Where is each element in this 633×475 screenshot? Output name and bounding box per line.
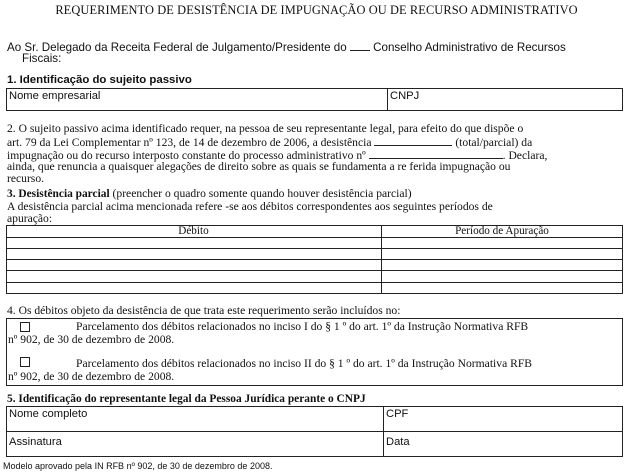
cnpj-field[interactable] [387,89,623,110]
council-blank-field[interactable] [350,41,370,51]
addressee-text-a: Ao Sr. Delegado da Receita Federal de Julgamento/Presidente do [7,41,347,54]
section-4-heading: 4. Os débitos objeto da desistência de que trata este requerimento serão incluídos no: [7,304,401,317]
option-1-line-2: nº 902, de 30 de dezembro de 2008. [8,333,175,346]
section-5-heading: 5. Identificação do representante legal da Pessoa Jurídica perante o CNPJ [7,393,366,405]
section-3-line-2: apuração: [7,212,53,225]
signature-field[interactable] [6,435,383,456]
full-name-label: Nome completo [9,408,88,420]
debito-cell-5[interactable] [7,283,380,293]
section-2-line-2 [7,136,532,149]
total-partial-text: (total/parcial) da [455,136,533,149]
document-title: REQUERIMENTO DE DESISTÊNCIA DE IMPUGNAÇÃO OU DE RECURSO ADMINISTRATIVO [55,3,578,17]
cpf-field[interactable] [383,407,623,431]
footer-note: Modelo aprovado pela IN RFB nº 902, de 30 de dezembro de 2008. [3,461,273,471]
addressee-line-2: Fiscais: [22,52,62,65]
debito-cell-4[interactable] [7,271,380,282]
option-2-line-2: nº 902, de 30 de dezembro de 2008. [8,370,175,383]
debts-header-debito: Débito [178,225,209,237]
debts-header-periodo: Período de Apuração [455,225,549,237]
debito-cell-3[interactable] [7,260,380,270]
declara-text: . Declara, [502,149,548,162]
debito-cell-2[interactable] [7,249,380,259]
periodo-cell-4[interactable] [382,271,622,282]
section-2-line-2-text: art. 79 da Lei Complementar nº 123, de 14 de dezembro de 2006, a desistência [7,136,372,149]
representative-row-rule [6,431,623,432]
cnpj-label: CNPJ [390,90,420,102]
company-name-field[interactable] [6,89,387,110]
date-label: Data [386,436,410,448]
section-1-heading: 1. Identificação do sujeito passivo [7,74,192,86]
periodo-cell-5[interactable] [382,283,622,293]
debito-cell-1[interactable] [7,238,380,248]
section-3-line-1: A desistência parcial acima mencionada refere -se aos débitos correspondentes aos seguintes períodos de [7,200,493,213]
section-3-heading-note: (preencher o quadro somente quando houver desistência parcial) [112,187,412,200]
option-1-checkbox[interactable] [20,322,30,332]
section-2-line-5: recurso. [7,172,45,185]
section-3-heading-bold: 3. Desistência parcial [7,188,110,200]
full-name-field[interactable] [6,407,383,431]
periodo-cell-3[interactable] [382,260,622,270]
date-field[interactable] [383,435,623,456]
company-name-label: Nome empresarial [9,90,101,102]
section-2-line-3-text: impugnação ou do recurso interposto constante do processo administrativo nº [7,149,366,162]
total-partial-blank-field[interactable] [374,136,452,146]
cpf-label: CPF [386,408,409,420]
option-2-checkbox[interactable] [20,357,30,367]
option-2-line-1: Parcelamento dos débitos relacionados no inciso II do § 1 º do art. 1º da Instrução Normativa RFB [76,357,533,370]
process-number-blank-field[interactable] [369,149,503,159]
addressee-line-1 [7,41,566,54]
section-2-line-1: 2. O sujeito passivo acima identificado requer, na pessoa de seu representante legal, para efeito do que dispõe o [7,122,524,135]
periodo-cell-1[interactable] [382,238,622,248]
section-2-line-4: ainda, que renuncia a quaisquer alegações de direito sobre as quais se fundamenta a re ferida impugnação ou [7,160,511,173]
periodo-cell-2[interactable] [382,249,622,259]
option-1-line-1: Parcelamento dos débitos relacionados no inciso I do § 1 º do art. 1º da Instrução Normativa RFB [76,320,529,333]
addressee-text-b: Conselho Administrativo de Recursos [373,41,566,54]
section-3-heading [7,188,412,200]
signature-label: Assinatura [9,436,62,448]
